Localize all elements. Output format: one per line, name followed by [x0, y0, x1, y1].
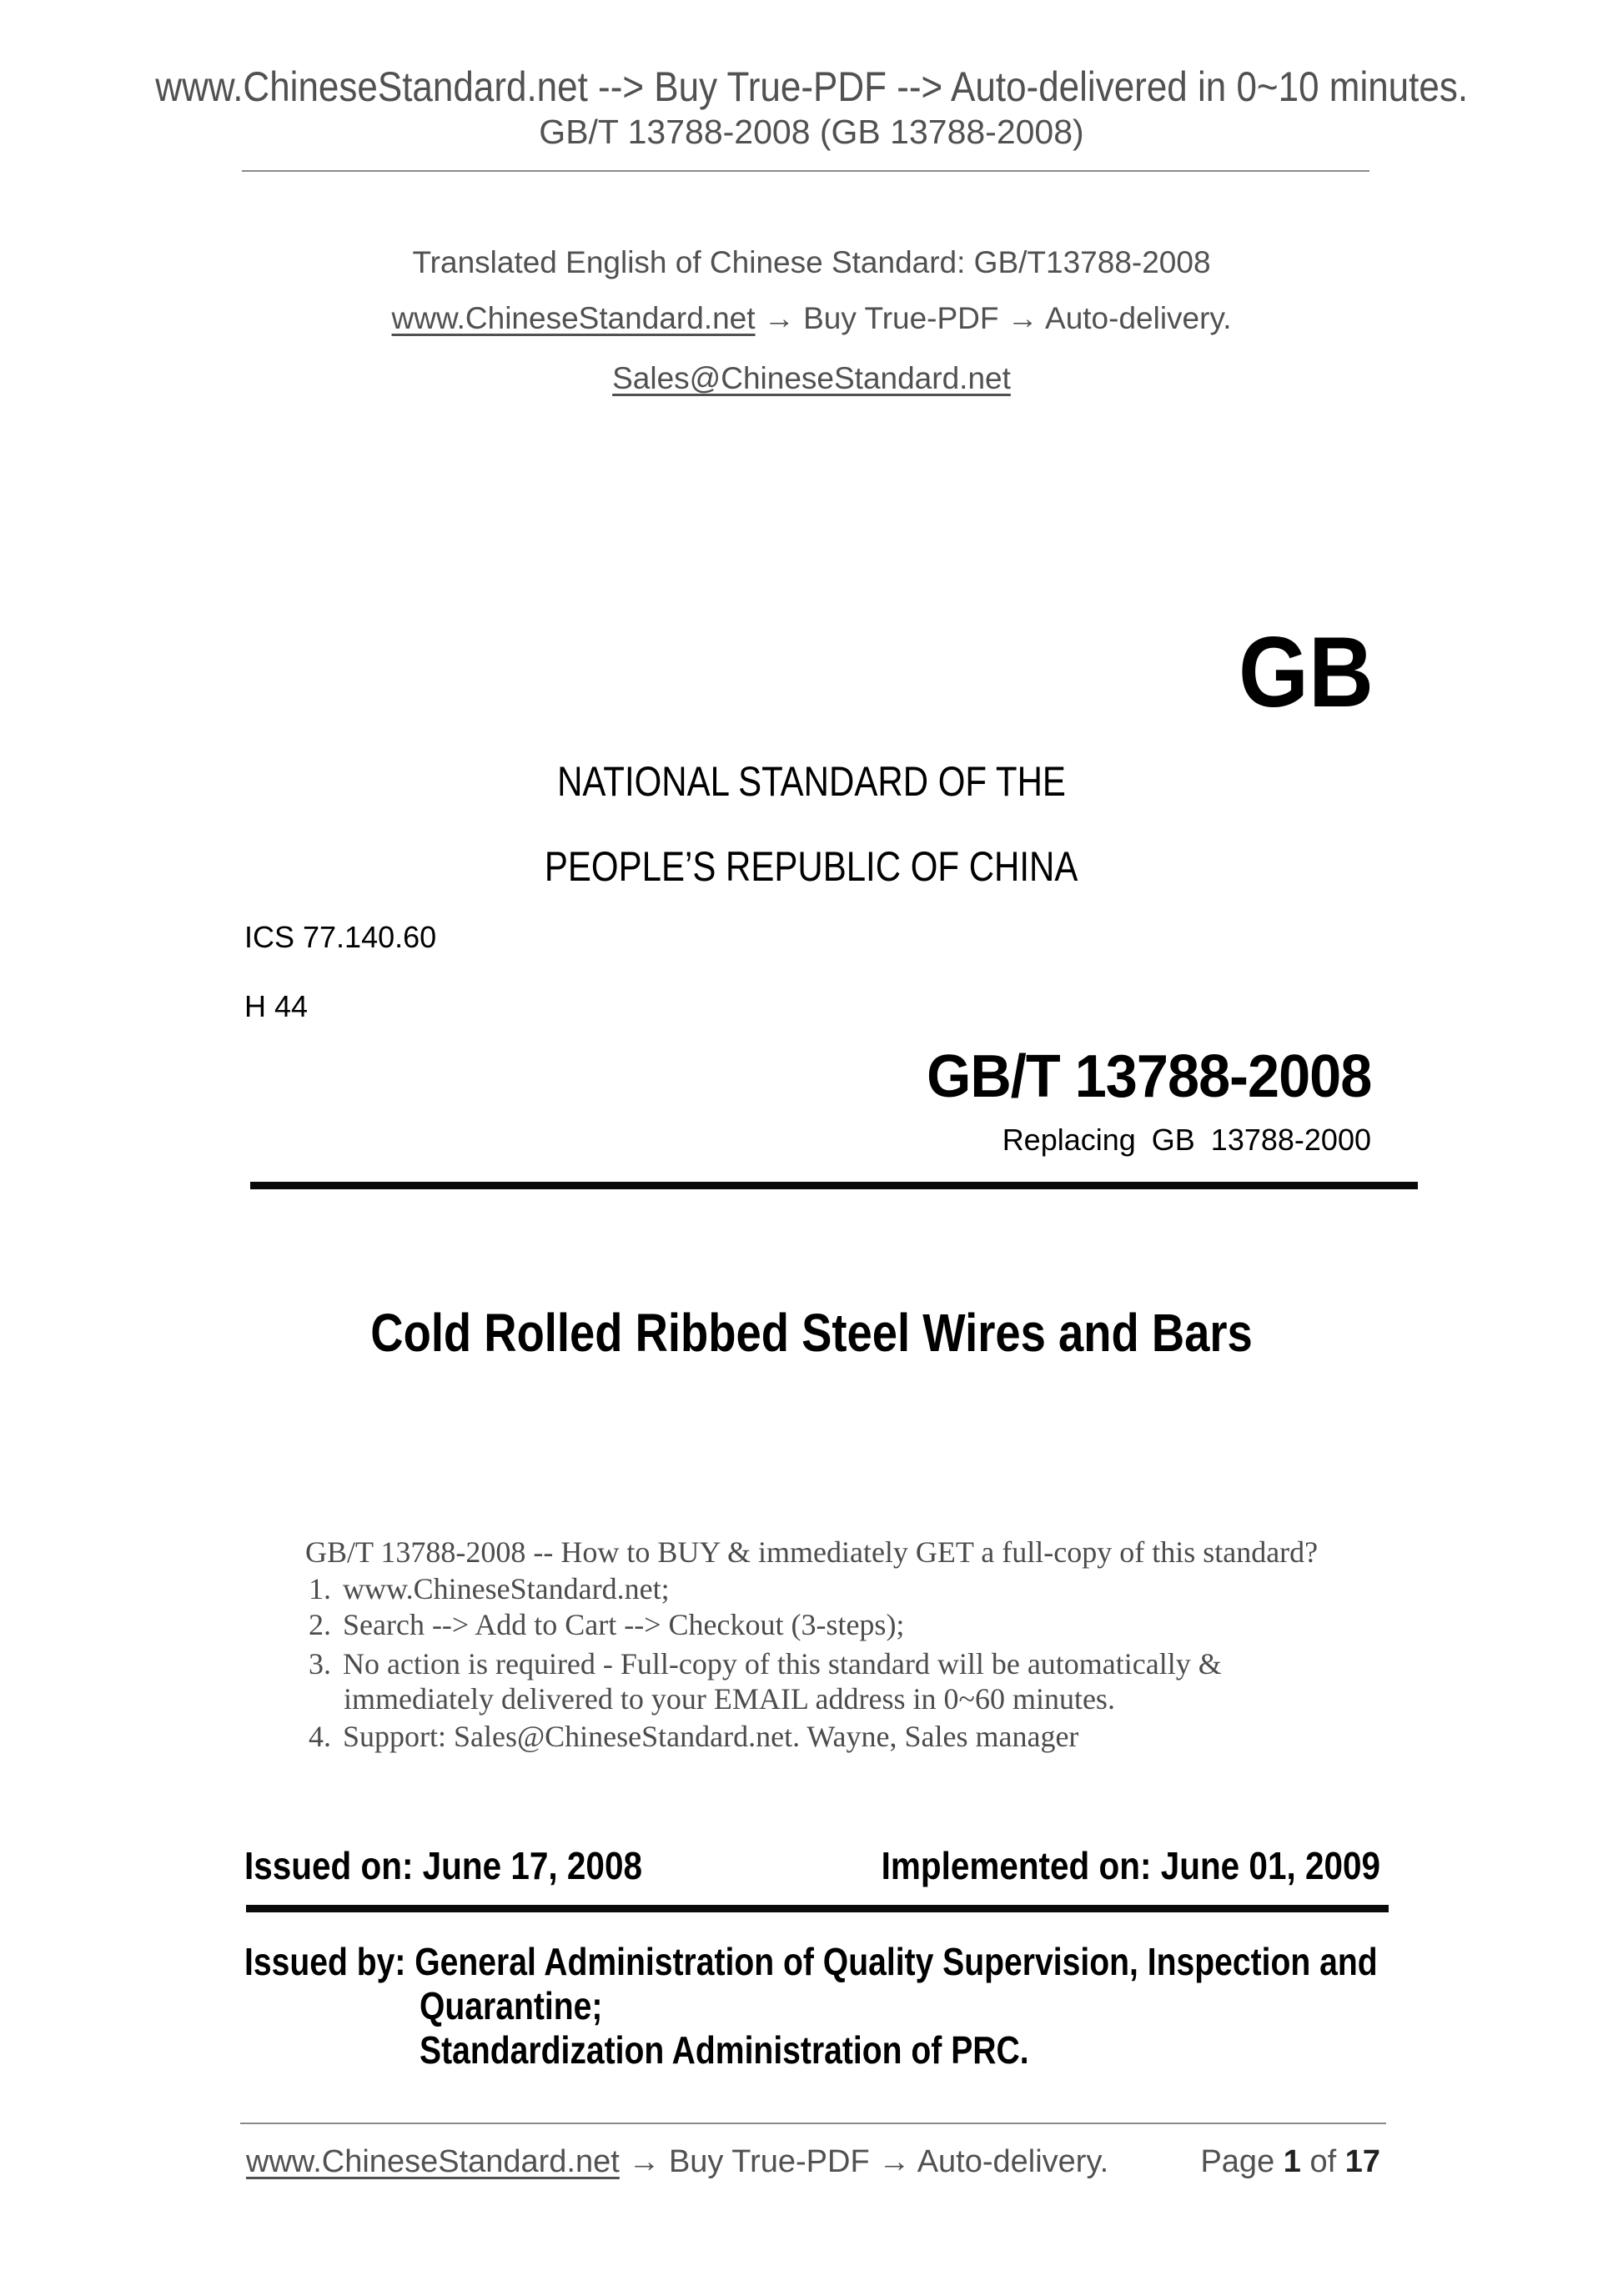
issued-divider	[246, 1905, 1389, 1912]
doc-title: Cold Rolled Ribbed Steel Wires and Bars	[370, 1303, 1253, 1363]
footer-site-link[interactable]: www.ChineseStandard.net	[246, 2144, 620, 2179]
issued-by-line2: Quarantine;	[420, 1984, 603, 2027]
issued-by-label: Issued by:	[244, 1940, 415, 1983]
doc-class-code: H 44	[244, 989, 309, 1023]
issued-by-line1	[244, 1942, 1577, 1981]
title-divider	[250, 1182, 1418, 1189]
email-link[interactable]: Sales@ChineseStandard.net	[612, 361, 1011, 395]
gb-logo: GB	[1239, 616, 1374, 728]
buy-item-2: 2. Search --> Add to Cart --> Checkout (3-steps);	[309, 1608, 905, 1641]
implemented-on-date: Implemented on: June 01, 2009	[881, 1844, 1380, 1887]
ics-code: ICS 77.140.60	[244, 920, 437, 954]
header-line2: GB/T 13788-2008 (GB 13788-2008)	[539, 113, 1084, 151]
header-divider	[242, 170, 1369, 172]
page-indicator: Page 1 of 17	[1200, 2144, 1380, 2179]
national-standard-line2: PEOPLE’S REPUBLIC OF CHINA	[545, 843, 1078, 890]
tagline-rest: → Buy True-PDF → Auto-delivery.	[755, 301, 1232, 335]
header-line1: www.ChineseStandard.net --> Buy True-PDF --> Auto-delivered in 0~10 minutes.	[155, 63, 1468, 110]
standard-number: GB/T 13788-2008	[926, 1043, 1371, 1110]
issued-by-line3: Standardization Administration of PRC.	[420, 2028, 1029, 2072]
email-line	[0, 363, 1623, 394]
replacing-note: Replacing GB 13788-2000	[1002, 1123, 1371, 1157]
national-standard-line1: NATIONAL STANDARD OF THE	[557, 758, 1066, 805]
page-total: 17	[1344, 2144, 1380, 2179]
footer-tagline	[246, 2146, 1108, 2178]
issued-on-date: Issued on: June 17, 2008	[244, 1844, 642, 1887]
page-current: 1	[1283, 2144, 1301, 2179]
footer-tagline-rest: → Buy True-PDF → Auto-delivery.	[619, 2144, 1109, 2179]
translated-line: Translated English of Chinese Standard: GB/T13788-2008	[412, 245, 1211, 279]
issuer-name: General Administration of Quality Supervision, Inspection and	[415, 1940, 1378, 1983]
buy-item-3-continuation: immediately delivered to your EMAIL address in 0~60 minutes.	[344, 1682, 1115, 1716]
footer-divider	[240, 2123, 1386, 2124]
buy-item-3: 3. No action is required - Full-copy of this standard will be automatically &	[309, 1647, 1222, 1681]
buy-heading: GB/T 13788-2008 -- How to BUY & immediately GET a full-copy of this standard?	[305, 1535, 1319, 1569]
buy-item-4: 4. Support: Sales@ChineseStandard.net. Wayne, Sales manager	[309, 1720, 1079, 1753]
buy-item-1: 1. www.ChineseStandard.net;	[309, 1572, 670, 1605]
translated-tagline	[0, 303, 1623, 334]
site-link[interactable]: www.ChineseStandard.net	[391, 301, 756, 335]
